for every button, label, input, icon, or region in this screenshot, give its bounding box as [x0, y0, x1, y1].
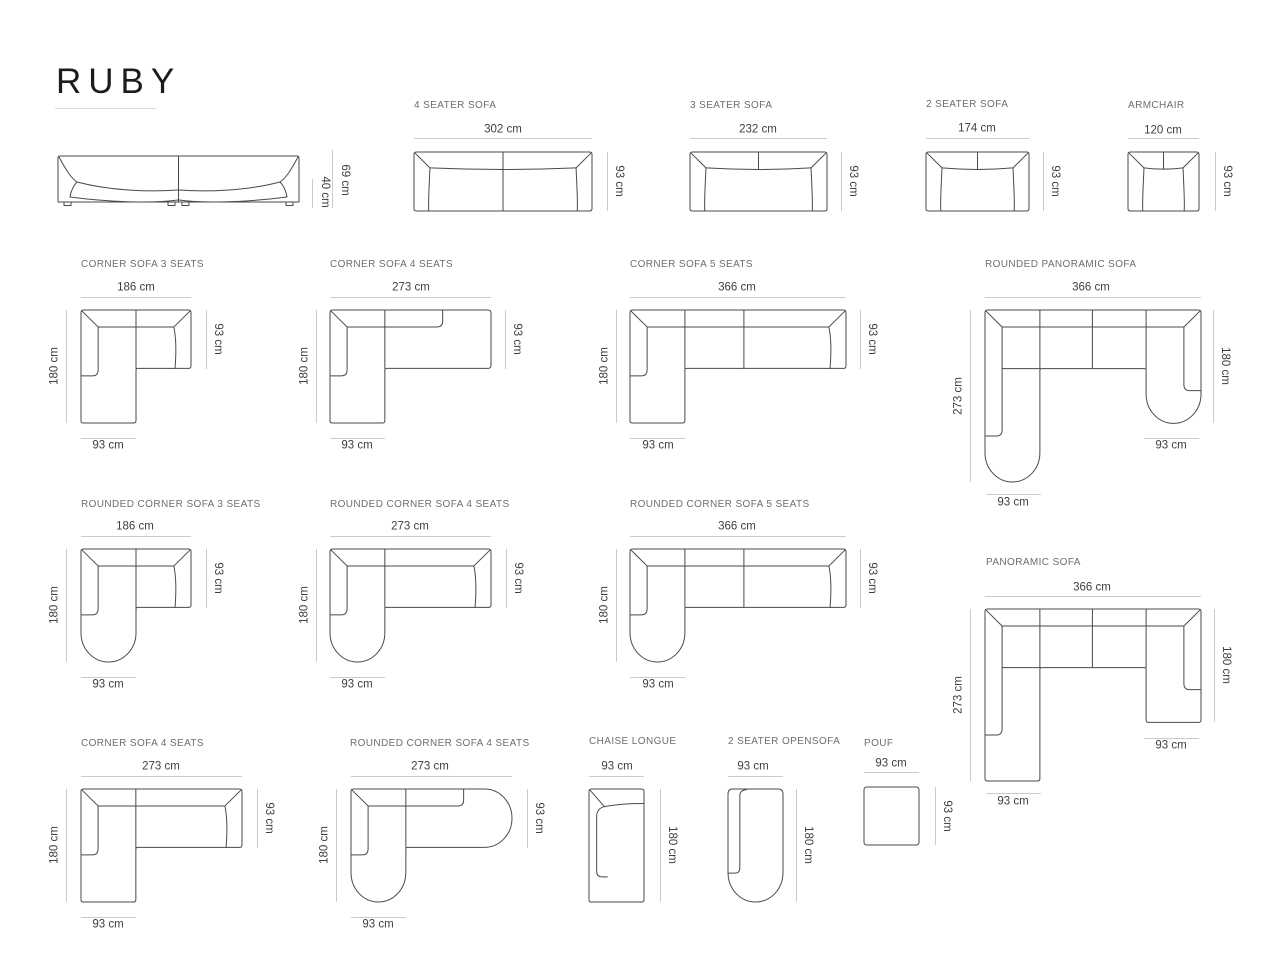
- dim-line-width: [351, 776, 512, 777]
- dim-width: 273 cm: [142, 760, 180, 773]
- dim-right: 93 cm: [510, 323, 523, 355]
- dim-line-width: [690, 138, 827, 139]
- dim-bottom: 93 cm: [341, 678, 373, 691]
- dim-line-width: [630, 536, 846, 537]
- dim-line-right: [860, 549, 861, 608]
- dim-bottom: 93 cm: [92, 918, 124, 931]
- dim-width: 232 cm: [739, 123, 777, 136]
- top-view-drawing: [414, 152, 592, 211]
- dim-line-height: [332, 150, 333, 208]
- top-view-drawing: [351, 789, 512, 902]
- top-view-drawing: [985, 609, 1201, 781]
- dim-left-leg: 93 cm: [997, 795, 1029, 808]
- brand-underline: [55, 108, 156, 109]
- dim-width: 366 cm: [1073, 581, 1111, 594]
- dim-left: 273 cm: [952, 676, 965, 714]
- dim-bottom: 93 cm: [362, 918, 394, 931]
- dim-left: 180 cm: [298, 347, 311, 385]
- hero-sofa-drawing: [56, 150, 301, 208]
- dim-line-right: [505, 310, 506, 369]
- top-view-drawing: [926, 152, 1029, 211]
- dim-line-right: [796, 789, 797, 902]
- dim-line-left: [316, 549, 317, 662]
- dim-line-width: [81, 776, 242, 777]
- dim-line-depth: [607, 152, 608, 211]
- dim-right: 93 cm: [262, 802, 275, 834]
- dim-width: 366 cm: [1072, 281, 1110, 294]
- dim-line-width: [81, 297, 191, 298]
- dim-right: 180 cm: [1218, 347, 1231, 385]
- dim-line-right: [1213, 310, 1214, 423]
- dim-right: 93 cm: [211, 323, 224, 355]
- dim-width: 186 cm: [117, 281, 155, 294]
- dim-right: 93 cm: [532, 802, 545, 834]
- product-title: CORNER SOFA 4 SEATS: [81, 738, 205, 749]
- dim-line-width: [630, 297, 846, 298]
- top-view-drawing: [330, 310, 491, 423]
- product-title: CORNER SOFA 4 SEATS: [330, 259, 454, 270]
- dim-line-left: [66, 789, 67, 902]
- dim-depth: 93 cm: [612, 165, 625, 197]
- dim-line-right: [257, 789, 258, 848]
- dim-bottom: 93 cm: [92, 439, 124, 452]
- dim-line-left: [970, 310, 971, 482]
- dim-width: 174 cm: [958, 122, 996, 135]
- dim-right-leg: 93 cm: [1155, 439, 1187, 452]
- dim-line-left-leg: [986, 494, 1041, 495]
- top-view-drawing: [630, 310, 846, 423]
- dim-line-left: [66, 310, 67, 423]
- dim-left: 180 cm: [48, 826, 61, 864]
- dim-line-right: [206, 310, 207, 369]
- dim-left: 180 cm: [318, 826, 331, 864]
- top-view-drawing: [690, 152, 827, 211]
- top-view-drawing: [864, 787, 919, 845]
- dim-bottom: 93 cm: [642, 439, 674, 452]
- product-title: ROUNDED CORNER SOFA 4 SEATS: [350, 738, 530, 749]
- dim-line-seat-height: [312, 179, 313, 208]
- dim-line-right: [206, 549, 207, 608]
- dim-line-width: [985, 297, 1201, 298]
- dim-line-width: [414, 138, 592, 139]
- product-title: PANORAMIC SOFA: [986, 557, 1081, 568]
- top-view-drawing: [1128, 152, 1199, 211]
- product-title: CORNER SOFA 5 SEATS: [630, 259, 754, 270]
- dim-line-left: [316, 310, 317, 423]
- product-title: ARMCHAIR: [1128, 100, 1185, 111]
- brand-title: RUBY: [56, 62, 182, 101]
- dim-height: 69 cm: [338, 164, 351, 196]
- dim-seat-height: 40 cm: [318, 176, 331, 208]
- dim-line-left: [970, 609, 971, 781]
- dim-bottom: 93 cm: [642, 678, 674, 691]
- dim-line-depth: [1043, 152, 1044, 211]
- product-title: CORNER SOFA 3 SEATS: [81, 259, 205, 270]
- dim-right: 93 cm: [865, 323, 878, 355]
- dim-line-right: [660, 789, 661, 902]
- dim-width: 93 cm: [601, 760, 633, 773]
- dim-line-left: [336, 789, 337, 902]
- dim-line-width: [81, 536, 191, 537]
- dim-line-depth: [841, 152, 842, 211]
- top-view-drawing: [330, 549, 491, 662]
- dim-left: 180 cm: [48, 586, 61, 624]
- top-view-drawing: [985, 310, 1201, 482]
- product-title: 2 SEATER OPENSOFA: [728, 736, 841, 747]
- top-view-drawing: [81, 310, 191, 423]
- dim-right: 180 cm: [801, 826, 814, 864]
- product-title: POUF: [864, 738, 894, 749]
- dim-width: 93 cm: [875, 757, 907, 770]
- product-title: ROUNDED CORNER SOFA 5 SEATS: [630, 499, 810, 510]
- dim-right: 93 cm: [940, 800, 953, 832]
- top-view-drawing: [630, 549, 846, 662]
- product-title: 4 SEATER SOFA: [414, 100, 497, 111]
- dim-line-width: [926, 138, 1029, 139]
- dim-line-depth: [1215, 152, 1216, 211]
- dim-line-width: [985, 596, 1201, 597]
- dim-line-right: [935, 787, 936, 845]
- dim-line-width: [864, 772, 919, 773]
- product-title: 3 SEATER SOFA: [690, 100, 773, 111]
- product-title: ROUNDED PANORAMIC SOFA: [985, 259, 1137, 270]
- dim-left: 180 cm: [48, 347, 61, 385]
- dim-line-width: [728, 776, 783, 777]
- dim-right: 93 cm: [865, 562, 878, 594]
- dim-line-right: [506, 549, 507, 608]
- dim-left: 180 cm: [598, 586, 611, 624]
- dim-width: 273 cm: [392, 281, 430, 294]
- product-title: CHAISE LONGUE: [589, 736, 677, 747]
- dim-right-leg: 93 cm: [1155, 739, 1187, 752]
- top-view-drawing: [81, 549, 191, 662]
- dim-line-width: [330, 297, 491, 298]
- product-title: 2 SEATER SOFA: [926, 99, 1009, 110]
- dim-depth: 93 cm: [846, 165, 859, 197]
- dim-right: 180 cm: [665, 826, 678, 864]
- product-title: ROUNDED CORNER SOFA 4 SEATS: [330, 499, 510, 510]
- top-view-drawing: [81, 789, 242, 902]
- dim-left: 180 cm: [598, 347, 611, 385]
- dim-line-left: [616, 549, 617, 662]
- dim-left-leg: 93 cm: [997, 496, 1029, 509]
- dim-left: 180 cm: [298, 586, 311, 624]
- dim-line-left: [616, 310, 617, 423]
- dim-width: 366 cm: [718, 520, 756, 533]
- top-view-drawing: [728, 789, 783, 902]
- product-title: ROUNDED CORNER SOFA 3 SEATS: [81, 499, 261, 510]
- dim-width: 302 cm: [484, 123, 522, 136]
- dim-line-right: [527, 789, 528, 848]
- dim-depth: 93 cm: [1048, 165, 1061, 197]
- dim-width: 273 cm: [411, 760, 449, 773]
- dim-line-width: [1128, 138, 1199, 139]
- dim-left: 273 cm: [952, 377, 965, 415]
- dim-bottom: 93 cm: [92, 678, 124, 691]
- dim-bottom: 93 cm: [341, 439, 373, 452]
- dim-right: 93 cm: [211, 562, 224, 594]
- dim-right: 180 cm: [1219, 646, 1232, 684]
- dim-line-width: [589, 776, 644, 777]
- dim-width: 93 cm: [737, 760, 769, 773]
- dim-line-width: [330, 536, 491, 537]
- dim-width: 273 cm: [391, 520, 429, 533]
- dim-width: 120 cm: [1144, 124, 1182, 137]
- dim-right: 93 cm: [511, 562, 524, 594]
- dim-line-left-leg: [986, 793, 1041, 794]
- dim-depth: 93 cm: [1220, 165, 1233, 197]
- top-view-drawing: [589, 789, 644, 902]
- dim-line-left: [66, 549, 67, 662]
- dim-width: 366 cm: [718, 281, 756, 294]
- dim-line-right: [860, 310, 861, 369]
- dim-line-right: [1214, 609, 1215, 722]
- dim-width: 186 cm: [116, 520, 154, 533]
